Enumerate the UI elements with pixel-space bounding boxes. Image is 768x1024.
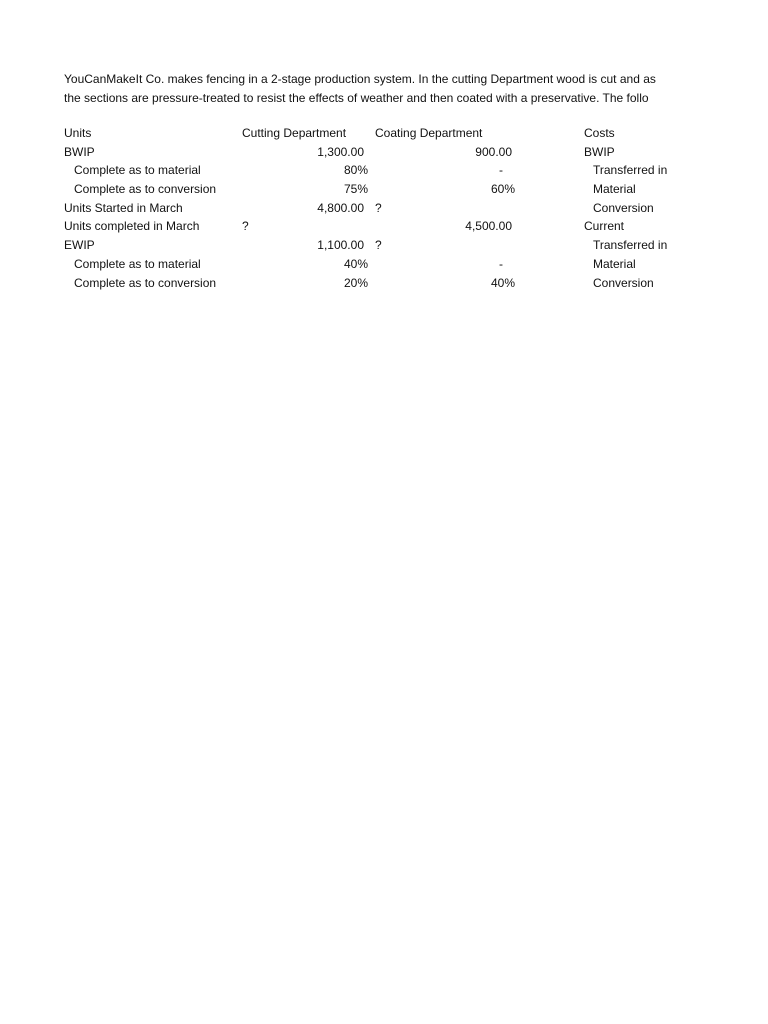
problem-description	[64, 70, 686, 108]
cutting-value: 1,100.00	[317, 238, 364, 253]
table-row	[64, 161, 704, 180]
cost-label: BWIP	[584, 144, 615, 159]
cost-label: Current	[584, 219, 625, 234]
cutting-value: 1,300.00	[317, 144, 364, 159]
cutting-value: 75%	[343, 182, 368, 197]
coating-value: 40%	[490, 275, 515, 290]
coating-value: 60%	[490, 182, 515, 197]
cost-label: Transferred in	[593, 163, 668, 178]
description-line-1: YouCanMakeIt Co. makes fencing in a 2-stage production system. In the cutting Department wood is cut and as	[64, 72, 656, 86]
table-row	[64, 143, 704, 162]
cutting-value: 20%	[343, 275, 368, 290]
row-label: BWIP	[64, 144, 95, 159]
coating-value: -	[499, 163, 503, 178]
cost-label: Conversion	[593, 275, 654, 290]
cost-label: Material	[593, 256, 636, 271]
cost-label: Conversion	[593, 200, 654, 215]
coating-value: ?	[375, 238, 382, 253]
cutting-value: 40%	[343, 256, 368, 271]
table-row	[64, 217, 704, 236]
row-label: Units Started in March	[64, 200, 183, 215]
cost-label: Material	[593, 182, 636, 197]
row-label: Complete as to conversion	[74, 275, 217, 290]
coating-value: 900.00	[475, 144, 512, 159]
table-row	[64, 236, 704, 255]
cost-label: Transferred in	[593, 238, 668, 253]
table-row	[64, 180, 704, 199]
row-label: Complete as to conversion	[74, 182, 217, 197]
table-row	[64, 274, 704, 293]
coating-value: -	[499, 256, 503, 271]
row-label: Units completed in March	[64, 219, 200, 234]
cutting-value: ?	[242, 219, 249, 234]
table-row	[64, 199, 704, 218]
header-coating-department: Coating Department	[375, 126, 483, 140]
table-header-row	[64, 124, 704, 143]
row-label: Complete as to material	[74, 256, 201, 271]
table-row	[64, 255, 704, 274]
header-cutting-department: Cutting Department	[242, 126, 347, 140]
cutting-value: 80%	[343, 163, 368, 178]
production-data-table	[64, 124, 704, 292]
coating-value: ?	[375, 200, 382, 215]
header-units: Units	[64, 126, 92, 140]
cutting-value: 4,800.00	[317, 200, 364, 215]
row-label: Complete as to material	[74, 163, 201, 178]
row-label: EWIP	[64, 238, 95, 253]
coating-value: 4,500.00	[465, 219, 512, 234]
description-line-2: the sections are pressure-treated to resist the effects of weather and then coated with a preservative. The follo	[64, 91, 649, 105]
header-costs: Costs	[584, 126, 615, 140]
